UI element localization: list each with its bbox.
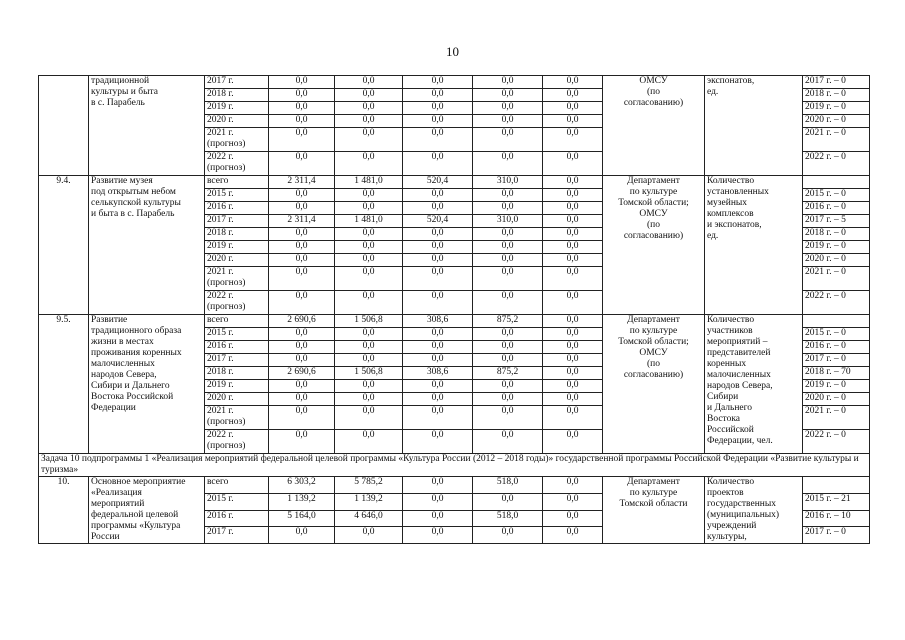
amount-cell: 0,0 — [543, 241, 603, 254]
target-value-cell: 2015 г. – 21 — [803, 493, 870, 510]
period-cell: 2018 г. — [205, 89, 269, 102]
amount-cell: 0,0 — [335, 254, 403, 267]
target-value-cell: 2017 г. – 0 — [803, 527, 870, 544]
amount-cell: 0,0 — [403, 527, 473, 544]
amount-cell: 2 690,6 — [269, 367, 335, 380]
amount-cell: 0,0 — [543, 477, 603, 494]
amount-cell: 0,0 — [269, 254, 335, 267]
amount-cell: 0,0 — [269, 89, 335, 102]
responsible-cell: Департамент по культуре Томской области; ОМСУ (по согласованию) — [603, 315, 705, 454]
amount-cell: 0,0 — [543, 510, 603, 527]
amount-cell: 0,0 — [543, 493, 603, 510]
responsible-cell: ОМСУ (по согласованию) — [603, 76, 705, 176]
amount-cell: 0,0 — [269, 341, 335, 354]
amount-cell: 0,0 — [403, 341, 473, 354]
amount-cell: 0,0 — [335, 152, 403, 176]
amount-cell: 0,0 — [335, 89, 403, 102]
amount-cell: 0,0 — [543, 189, 603, 202]
task-heading: Задача 10 подпрограммы 1 «Реализация мероприятий федеральной целевой программы «Культура России (2012 – 2018 годы)» государственной программы Российской Федерации «Развитие культуры и туризма» — [39, 454, 870, 477]
target-value-cell: 2021 г. – 0 — [803, 128, 870, 152]
amount-cell: 0,0 — [269, 189, 335, 202]
amount-cell: 0,0 — [269, 328, 335, 341]
period-cell: 2017 г. — [205, 354, 269, 367]
target-value-cell: 2015 г. – 0 — [803, 328, 870, 341]
amount-cell: 1 506,8 — [335, 367, 403, 380]
period-cell: 2022 г. (прогноз) — [205, 291, 269, 315]
amount-cell: 0,0 — [403, 393, 473, 406]
target-value-cell: 2017 г. – 0 — [803, 354, 870, 367]
amount-cell: 1 481,0 — [335, 176, 403, 189]
table-row — [39, 315, 870, 328]
item-name: Основное мероприятие «Реализация мероприятий федеральной целевой программы «Культура России — [89, 477, 205, 544]
amount-cell: 0,0 — [335, 76, 403, 89]
amount-cell: 0,0 — [473, 202, 543, 215]
target-value-cell: 2020 г. – 0 — [803, 254, 870, 267]
period-cell: всего — [205, 477, 269, 494]
amount-cell: 5 785,2 — [335, 477, 403, 494]
period-cell: 2017 г. — [205, 527, 269, 544]
amount-cell: 0,0 — [403, 128, 473, 152]
amount-cell: 0,0 — [335, 406, 403, 430]
amount-cell: 875,2 — [473, 315, 543, 328]
target-value-cell: 2018 г. – 0 — [803, 89, 870, 102]
target-value-cell — [803, 477, 870, 494]
amount-cell: 0,0 — [473, 527, 543, 544]
target-value-cell: 2016 г. – 0 — [803, 341, 870, 354]
amount-cell: 0,0 — [473, 128, 543, 152]
period-cell: всего — [205, 315, 269, 328]
amount-cell: 0,0 — [403, 89, 473, 102]
amount-cell: 0,0 — [543, 354, 603, 367]
amount-cell: 0,0 — [403, 430, 473, 454]
period-cell: 2020 г. — [205, 254, 269, 267]
amount-cell: 0,0 — [543, 202, 603, 215]
period-cell: 2015 г. — [205, 493, 269, 510]
amount-cell: 0,0 — [473, 393, 543, 406]
table-body — [39, 76, 870, 544]
amount-cell: 0,0 — [269, 102, 335, 115]
period-cell: 2017 г. — [205, 215, 269, 228]
amount-cell: 0,0 — [269, 527, 335, 544]
period-cell: 2016 г. — [205, 510, 269, 527]
amount-cell: 0,0 — [543, 254, 603, 267]
amount-cell: 1 481,0 — [335, 215, 403, 228]
target-value-cell: 2021 г. – 0 — [803, 267, 870, 291]
amount-cell: 875,2 — [473, 367, 543, 380]
amount-cell: 0,0 — [543, 406, 603, 430]
amount-cell: 0,0 — [403, 406, 473, 430]
period-cell: 2022 г. (прогноз) — [205, 430, 269, 454]
amount-cell: 0,0 — [543, 228, 603, 241]
period-cell: всего — [205, 176, 269, 189]
amount-cell: 0,0 — [335, 393, 403, 406]
amount-cell: 0,0 — [269, 380, 335, 393]
period-cell: 2018 г. — [205, 228, 269, 241]
amount-cell: 0,0 — [403, 291, 473, 315]
item-number: 10. — [39, 477, 89, 544]
amount-cell: 0,0 — [543, 328, 603, 341]
period-cell: 2019 г. — [205, 380, 269, 393]
amount-cell: 0,0 — [335, 430, 403, 454]
amount-cell: 0,0 — [473, 241, 543, 254]
target-value-cell: 2019 г. – 0 — [803, 241, 870, 254]
amount-cell: 308,6 — [403, 367, 473, 380]
target-value-cell — [803, 315, 870, 328]
amount-cell: 0,0 — [473, 341, 543, 354]
responsible-cell: Департамент по культуре Томской области; ОМСУ (по согласованию) — [603, 176, 705, 315]
target-value-cell: 2018 г. – 0 — [803, 228, 870, 241]
amount-cell: 0,0 — [543, 215, 603, 228]
amount-cell: 0,0 — [543, 128, 603, 152]
period-cell: 2019 г. — [205, 102, 269, 115]
amount-cell: 0,0 — [543, 341, 603, 354]
amount-cell: 0,0 — [473, 115, 543, 128]
period-cell: 2021 г. (прогноз) — [205, 128, 269, 152]
amount-cell: 0,0 — [543, 393, 603, 406]
amount-cell: 0,0 — [335, 267, 403, 291]
item-number: 9.4. — [39, 176, 89, 315]
amount-cell: 0,0 — [543, 76, 603, 89]
amount-cell: 0,0 — [269, 393, 335, 406]
page-number: 10 — [446, 44, 459, 59]
period-cell: 2016 г. — [205, 202, 269, 215]
amount-cell: 0,0 — [543, 115, 603, 128]
indicator-cell: Количество проектов государственных (муниципальных) учреждений культуры, — [705, 477, 803, 544]
item-number — [39, 76, 89, 176]
amount-cell: 0,0 — [543, 89, 603, 102]
amount-cell: 0,0 — [335, 380, 403, 393]
amount-cell: 0,0 — [473, 89, 543, 102]
period-cell: 2022 г. (прогноз) — [205, 152, 269, 176]
amount-cell: 6 303,2 — [269, 477, 335, 494]
amount-cell: 0,0 — [403, 354, 473, 367]
amount-cell: 0,0 — [473, 380, 543, 393]
target-value-cell: 2017 г. – 5 — [803, 215, 870, 228]
amount-cell: 0,0 — [335, 115, 403, 128]
amount-cell: 0,0 — [473, 254, 543, 267]
amount-cell: 0,0 — [269, 76, 335, 89]
amount-cell: 0,0 — [335, 102, 403, 115]
target-value-cell: 2017 г. – 0 — [803, 76, 870, 89]
amount-cell: 310,0 — [473, 176, 543, 189]
amount-cell: 308,6 — [403, 315, 473, 328]
amount-cell: 0,0 — [335, 128, 403, 152]
amount-cell: 0,0 — [403, 189, 473, 202]
amount-cell: 0,0 — [403, 510, 473, 527]
task-heading-row — [39, 454, 870, 477]
amount-cell: 0,0 — [403, 328, 473, 341]
amount-cell: 0,0 — [269, 241, 335, 254]
amount-cell: 520,4 — [403, 176, 473, 189]
period-cell: 2018 г. — [205, 367, 269, 380]
target-value-cell: 2021 г. – 0 — [803, 406, 870, 430]
item-name: Развитие музея под открытым небом селькупской культуры и быта в с. Парабель — [89, 176, 205, 315]
target-value-cell: 2022 г. – 0 — [803, 430, 870, 454]
program-table — [38, 75, 870, 544]
amount-cell: 0,0 — [473, 189, 543, 202]
amount-cell: 0,0 — [473, 152, 543, 176]
table-row — [39, 176, 870, 189]
period-cell: 2020 г. — [205, 393, 269, 406]
indicator-cell: Количество участников мероприятий – представителей коренных малочисленных народов Севера, Сибири и Дальнего Востока Российской Федерации, чел. — [705, 315, 803, 454]
amount-cell: 0,0 — [403, 152, 473, 176]
period-cell: 2020 г. — [205, 115, 269, 128]
amount-cell: 0,0 — [473, 406, 543, 430]
table-row — [39, 477, 870, 494]
period-cell: 2021 г. (прогноз) — [205, 267, 269, 291]
amount-cell: 0,0 — [269, 202, 335, 215]
target-value-cell: 2019 г. – 0 — [803, 102, 870, 115]
target-value-cell: 2020 г. – 0 — [803, 393, 870, 406]
amount-cell: 0,0 — [403, 102, 473, 115]
target-value-cell: 2022 г. – 0 — [803, 291, 870, 315]
amount-cell: 0,0 — [269, 406, 335, 430]
item-name: традиционной культуры и быта в с. Парабель — [89, 76, 205, 176]
amount-cell: 0,0 — [473, 328, 543, 341]
amount-cell: 0,0 — [403, 493, 473, 510]
amount-cell: 0,0 — [269, 267, 335, 291]
amount-cell: 0,0 — [403, 241, 473, 254]
amount-cell: 0,0 — [543, 430, 603, 454]
amount-cell: 0,0 — [335, 189, 403, 202]
amount-cell: 0,0 — [473, 291, 543, 315]
amount-cell: 1 139,2 — [269, 493, 335, 510]
amount-cell: 0,0 — [403, 477, 473, 494]
amount-cell: 0,0 — [543, 367, 603, 380]
indicator-cell: Количество установленных музейных комплексов и экспонатов, ед. — [705, 176, 803, 315]
target-value-cell: 2016 г. – 10 — [803, 510, 870, 527]
amount-cell: 0,0 — [543, 380, 603, 393]
period-cell: 2017 г. — [205, 76, 269, 89]
amount-cell: 0,0 — [473, 430, 543, 454]
amount-cell: 310,0 — [473, 215, 543, 228]
amount-cell: 5 164,0 — [269, 510, 335, 527]
amount-cell: 0,0 — [269, 354, 335, 367]
amount-cell: 0,0 — [543, 527, 603, 544]
amount-cell: 0,0 — [403, 115, 473, 128]
item-number: 9.5. — [39, 315, 89, 454]
target-value-cell: 2022 г. – 0 — [803, 152, 870, 176]
amount-cell: 0,0 — [269, 128, 335, 152]
amount-cell: 0,0 — [543, 315, 603, 328]
amount-cell: 0,0 — [473, 267, 543, 291]
amount-cell: 0,0 — [335, 354, 403, 367]
amount-cell: 2 311,4 — [269, 215, 335, 228]
amount-cell: 0,0 — [335, 228, 403, 241]
amount-cell: 0,0 — [543, 291, 603, 315]
period-cell: 2021 г. (прогноз) — [205, 406, 269, 430]
target-value-cell — [803, 176, 870, 189]
amount-cell: 518,0 — [473, 477, 543, 494]
amount-cell: 4 646,0 — [335, 510, 403, 527]
amount-cell: 0,0 — [403, 254, 473, 267]
amount-cell: 0,0 — [473, 493, 543, 510]
amount-cell: 0,0 — [473, 228, 543, 241]
amount-cell: 0,0 — [403, 228, 473, 241]
amount-cell: 0,0 — [335, 341, 403, 354]
amount-cell: 0,0 — [335, 527, 403, 544]
amount-cell: 2 690,6 — [269, 315, 335, 328]
amount-cell: 0,0 — [543, 152, 603, 176]
amount-cell: 1 506,8 — [335, 315, 403, 328]
amount-cell: 0,0 — [269, 430, 335, 454]
amount-cell: 0,0 — [269, 152, 335, 176]
amount-cell: 0,0 — [269, 228, 335, 241]
amount-cell: 0,0 — [403, 380, 473, 393]
amount-cell: 0,0 — [335, 328, 403, 341]
amount-cell: 0,0 — [403, 202, 473, 215]
item-name: Развитие традиционного образа жизни в местах проживания коренных малочисленных народов Севера, Сибири и Дальнего Востока Российской Федерации — [89, 315, 205, 454]
period-cell: 2015 г. — [205, 189, 269, 202]
amount-cell: 0,0 — [403, 76, 473, 89]
table-row — [39, 76, 870, 89]
target-value-cell: 2018 г. – 70 — [803, 367, 870, 380]
amount-cell: 0,0 — [269, 115, 335, 128]
target-value-cell: 2016 г. – 0 — [803, 202, 870, 215]
amount-cell: 2 311,4 — [269, 176, 335, 189]
amount-cell: 1 139,2 — [335, 493, 403, 510]
responsible-cell: Департамент по культуре Томской области — [603, 477, 705, 544]
amount-cell: 0,0 — [269, 291, 335, 315]
amount-cell: 0,0 — [543, 102, 603, 115]
amount-cell: 518,0 — [473, 510, 543, 527]
target-value-cell: 2019 г. – 0 — [803, 380, 870, 393]
amount-cell: 0,0 — [335, 291, 403, 315]
amount-cell: 0,0 — [473, 76, 543, 89]
indicator-cell: экспонатов, ед. — [705, 76, 803, 176]
amount-cell: 0,0 — [473, 102, 543, 115]
period-cell: 2019 г. — [205, 241, 269, 254]
period-cell: 2015 г. — [205, 328, 269, 341]
amount-cell: 0,0 — [543, 267, 603, 291]
period-cell: 2016 г. — [205, 341, 269, 354]
target-value-cell: 2015 г. – 0 — [803, 189, 870, 202]
amount-cell: 0,0 — [335, 241, 403, 254]
amount-cell: 0,0 — [335, 202, 403, 215]
amount-cell: 0,0 — [543, 176, 603, 189]
target-value-cell: 2020 г. – 0 — [803, 115, 870, 128]
amount-cell: 520,4 — [403, 215, 473, 228]
amount-cell: 0,0 — [473, 354, 543, 367]
amount-cell: 0,0 — [403, 267, 473, 291]
